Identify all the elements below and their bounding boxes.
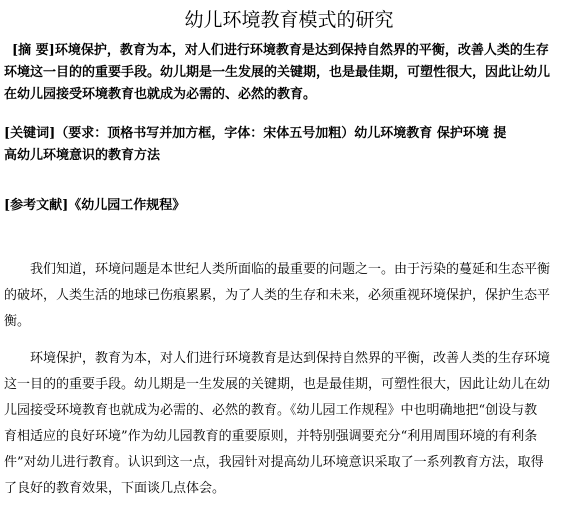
- paragraph-line: 件”对幼儿进行教育。认识到这一点，我园针对提高幼儿环境意识采取了一系列教育方法，取得: [4, 455, 544, 470]
- body-paragraph-1: [4, 257, 578, 335]
- keywords-line: [关键词]（要求：顶格书写并加方框，字体：宋体五号加粗）幼儿环境教育 保护环境 提: [4, 126, 507, 141]
- abstract-section: [4, 40, 578, 106]
- paragraph-line: 了良好的教育效果，下面谈几点体会。: [4, 481, 226, 496]
- abstract-line: [摘 要]环境保护，教育为本，对人们进行环境教育是达到保持自然界的平衡，改善人类的生存: [12, 43, 549, 58]
- references-section: [4, 195, 578, 217]
- references-line: [参考文献]《幼儿园工作规程》: [4, 198, 186, 213]
- keywords-line: 高幼儿环境意识的教育方法: [4, 148, 161, 163]
- document-title: 幼儿环境教育模式的研究: [184, 9, 394, 31]
- paragraph-line: 的破坏，人类生活的地球已伤痕累累，为了人类的生存和未来，必须重视环境保护，保护生态平: [4, 288, 551, 303]
- keywords-section: [4, 123, 578, 167]
- abstract-line: 环境这一目的的重要手段。幼儿期是一生发展的关键期，也是最佳期，可塑性很大，因此让幼儿: [4, 65, 551, 80]
- paragraph-line: 我们知道，环境问题是本世纪人类所面临的最重要的问题之一。由于污染的蔓延和生态平衡: [30, 262, 551, 277]
- paragraph-line: 这一目的的重要手段。幼儿期是一生发展的关键期，也是最佳期，可塑性很大，因此让幼儿在幼: [4, 377, 551, 392]
- paragraph-line: 衡。: [4, 314, 31, 329]
- abstract-line: 在幼儿园接受环境教育也就成为必需的、必然的教育。: [4, 87, 317, 102]
- paragraph-line: 儿园接受环境教育也就成为必需的、必然的教育。《幼儿园工作规程》中也明确地把“创设与教: [4, 403, 538, 418]
- paragraph-line: 育相适应的良好环境”作为幼儿园教育的重要原则，并特别强调要充分“利用周围环境的有利条: [4, 429, 538, 444]
- paragraph-line: 环境保护，教育为本，对人们进行环境教育是达到保持自然界的平衡，改善人类的生存环境: [30, 351, 551, 366]
- body-paragraph-2: [4, 346, 578, 502]
